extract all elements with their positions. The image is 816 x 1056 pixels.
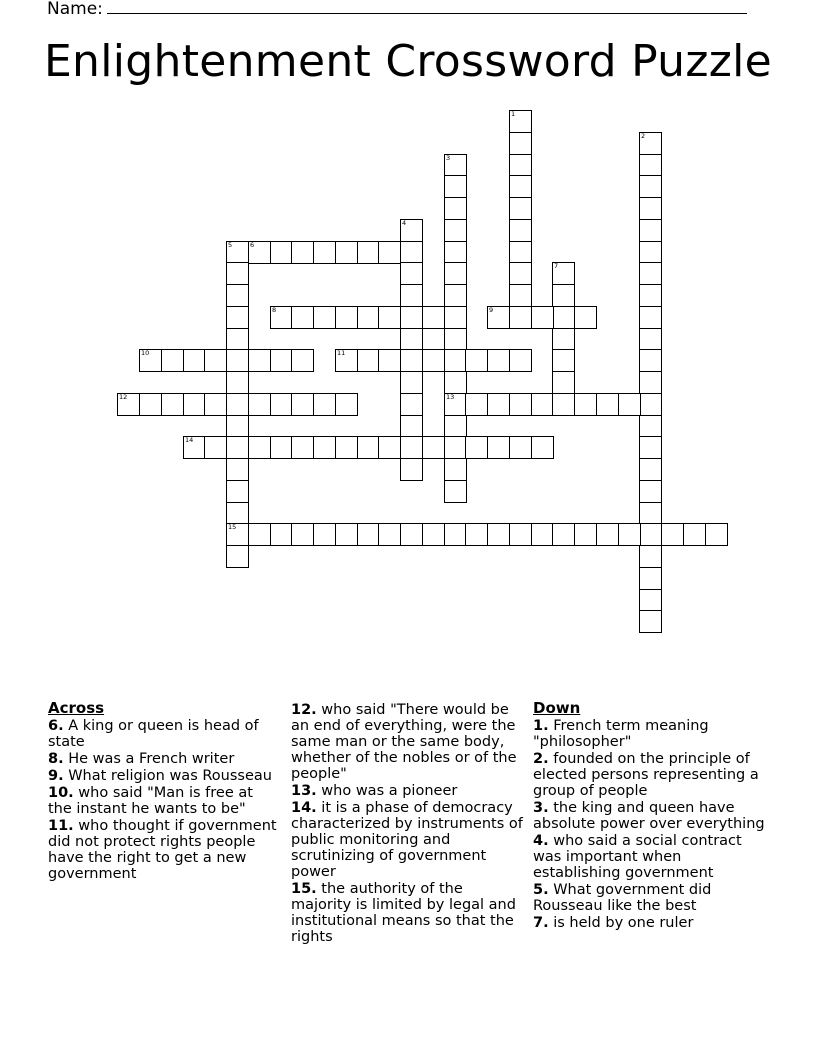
clue-number: 10 <box>141 349 150 357</box>
grid-cell[interactable] <box>639 262 662 285</box>
down-clue <box>533 882 773 914</box>
grid-cell[interactable] <box>400 349 423 372</box>
grid-cell[interactable] <box>400 328 423 351</box>
clue-number: 12. <box>291 702 317 718</box>
grid-cell[interactable] <box>444 458 467 481</box>
grid-cell[interactable] <box>465 393 488 416</box>
clue-text: A king or queen is head of state <box>48 718 259 750</box>
grid-cell[interactable] <box>639 458 662 481</box>
grid-cell[interactable] <box>509 262 532 285</box>
grid-cell[interactable] <box>378 241 401 264</box>
grid-cell[interactable] <box>444 175 467 198</box>
grid-cell[interactable] <box>270 523 293 546</box>
grid-cell[interactable] <box>465 349 488 372</box>
grid-cell[interactable] <box>378 349 401 372</box>
grid-cell[interactable] <box>444 306 467 329</box>
grid-cell[interactable] <box>509 175 532 198</box>
grid-cell[interactable] <box>335 306 358 329</box>
grid-cell[interactable] <box>226 523 249 546</box>
grid-cell[interactable] <box>509 436 532 459</box>
grid-cell[interactable] <box>422 436 445 459</box>
grid-cell[interactable] <box>509 393 532 416</box>
grid-cell[interactable] <box>531 436 554 459</box>
grid-cell[interactable] <box>400 219 423 242</box>
clue-number: 6 <box>250 241 255 249</box>
grid-cell[interactable] <box>422 349 445 372</box>
grid-cell[interactable] <box>226 545 249 568</box>
grid-cell[interactable] <box>639 393 662 416</box>
grid-cell[interactable] <box>400 393 423 416</box>
clue-number: 1. <box>533 718 549 734</box>
clue-number: 12 <box>119 393 128 401</box>
grid-cell[interactable] <box>509 349 532 372</box>
grid-cell[interactable] <box>139 349 162 372</box>
grid-cell[interactable] <box>335 241 358 264</box>
grid-cell[interactable] <box>444 328 467 351</box>
clue-number: 4 <box>402 219 407 227</box>
grid-cell[interactable] <box>444 197 467 220</box>
grid-cell[interactable] <box>248 523 271 546</box>
across-clue <box>48 818 280 882</box>
grid-cell[interactable] <box>422 523 445 546</box>
grid-cell[interactable] <box>444 393 467 416</box>
clue-text: who said a social contract was important when establishing government <box>533 833 742 881</box>
grid-cell[interactable] <box>552 284 575 307</box>
across-clue <box>48 751 280 767</box>
grid-cell[interactable] <box>400 371 423 394</box>
grid-cell[interactable] <box>248 393 271 416</box>
grid-cell[interactable] <box>226 436 249 459</box>
grid-cell[interactable] <box>357 349 380 372</box>
grid-cell[interactable] <box>226 415 249 438</box>
grid-cell[interactable] <box>226 284 249 307</box>
clue-text: who was a pioneer <box>316 783 458 799</box>
grid-cell[interactable] <box>226 371 249 394</box>
clue-number: 14. <box>291 800 317 816</box>
grid-cell[interactable] <box>509 241 532 264</box>
grid-cell[interactable] <box>487 523 510 546</box>
grid-cell[interactable] <box>161 393 184 416</box>
grid-cell[interactable] <box>639 415 662 438</box>
clue-number: 11 <box>337 349 346 357</box>
grid-cell[interactable] <box>226 241 249 264</box>
clue-text: who said "Man is free at the instant he wants to be" <box>48 785 253 817</box>
grid-cell[interactable] <box>444 219 467 242</box>
grid-cell[interactable] <box>552 523 575 546</box>
grid-cell[interactable] <box>509 197 532 220</box>
clue-text: What religion was Rousseau <box>63 768 272 784</box>
grid-cell[interactable] <box>531 306 554 329</box>
grid-cell[interactable] <box>444 371 467 394</box>
across-clue <box>291 881 527 945</box>
grid-cell[interactable] <box>270 241 293 264</box>
clue-number: 14 <box>185 436 194 444</box>
grid-cell[interactable] <box>357 306 380 329</box>
grid-cell[interactable] <box>444 241 467 264</box>
grid-cell[interactable] <box>639 306 662 329</box>
across-clue <box>48 785 280 817</box>
clue-number: 7. <box>533 915 549 931</box>
grid-cell[interactable] <box>226 328 249 351</box>
clue-text: the authority of the majority is limited by legal and institutional means so that the rights <box>291 881 516 945</box>
grid-cell[interactable] <box>444 523 467 546</box>
grid-cell[interactable] <box>400 436 423 459</box>
grid-cell[interactable] <box>639 154 662 177</box>
grid-cell[interactable] <box>400 241 423 264</box>
across-clue <box>291 783 527 799</box>
grid-cell[interactable] <box>574 306 597 329</box>
grid-cell[interactable] <box>291 241 314 264</box>
grid-cell[interactable] <box>509 284 532 307</box>
clue-number: 5. <box>533 882 549 898</box>
grid-cell[interactable] <box>639 523 662 546</box>
grid-cell[interactable] <box>531 523 554 546</box>
grid-cell[interactable] <box>378 306 401 329</box>
grid-cell[interactable] <box>400 523 423 546</box>
grid-cell[interactable] <box>596 393 619 416</box>
grid-cell[interactable] <box>226 349 249 372</box>
clue-number: 6. <box>48 718 64 734</box>
grid-cell[interactable] <box>444 154 467 177</box>
name-label: Name: <box>47 0 103 19</box>
grid-cell[interactable] <box>639 567 662 590</box>
grid-cell[interactable] <box>313 306 336 329</box>
grid-cell[interactable] <box>639 349 662 372</box>
grid-cell[interactable] <box>422 306 445 329</box>
grid-cell[interactable] <box>161 349 184 372</box>
grid-cell[interactable] <box>204 349 227 372</box>
grid-cell[interactable] <box>487 306 510 329</box>
grid-cell[interactable] <box>313 241 336 264</box>
clue-number: 10. <box>48 785 74 801</box>
clue-number: 9. <box>48 768 64 784</box>
grid-cell[interactable] <box>509 219 532 242</box>
grid-cell[interactable] <box>117 393 140 416</box>
grid-cell[interactable] <box>444 349 467 372</box>
grid-cell[interactable] <box>248 349 271 372</box>
grid-cell[interactable] <box>357 523 380 546</box>
grid-cell[interactable] <box>509 154 532 177</box>
grid-cell[interactable] <box>335 436 358 459</box>
clue-text: the king and queen have absolute power over everything <box>533 800 765 832</box>
grid-cell[interactable] <box>552 371 575 394</box>
grid-cell[interactable] <box>357 436 380 459</box>
grid-cell[interactable] <box>596 523 619 546</box>
grid-cell[interactable] <box>444 436 467 459</box>
grid-cell[interactable] <box>639 219 662 242</box>
grid-cell[interactable] <box>378 436 401 459</box>
clue-number: 13 <box>446 393 455 401</box>
grid-cell[interactable] <box>270 393 293 416</box>
grid-cell[interactable] <box>552 349 575 372</box>
grid-cell[interactable] <box>226 502 249 525</box>
grid-cell[interactable] <box>465 523 488 546</box>
clue-text: who thought if government did not protect rights people have the right to get a new government <box>48 818 277 882</box>
grid-cell[interactable] <box>400 306 423 329</box>
grid-cell[interactable] <box>400 458 423 481</box>
down-clue <box>533 915 773 931</box>
page-title: Enlightenment Crossword Puzzle <box>43 36 773 87</box>
clue-text: is held by one ruler <box>548 915 694 931</box>
across-clue <box>291 800 527 880</box>
grid-cell[interactable] <box>705 523 728 546</box>
grid-cell[interactable] <box>335 523 358 546</box>
grid-cell[interactable] <box>639 502 662 525</box>
grid-cell[interactable] <box>226 458 249 481</box>
grid-cell[interactable] <box>509 306 532 329</box>
grid-cell[interactable] <box>639 175 662 198</box>
grid-cell[interactable] <box>444 262 467 285</box>
clue-number: 15 <box>228 523 237 531</box>
grid-cell[interactable] <box>639 284 662 307</box>
grid-cell[interactable] <box>291 349 314 372</box>
across-clues-col1 <box>48 700 280 883</box>
clue-number: 2. <box>533 751 549 767</box>
grid-cell[interactable] <box>444 415 467 438</box>
grid-cell[interactable] <box>291 436 314 459</box>
grid-cell[interactable] <box>313 523 336 546</box>
across-clue <box>291 702 527 782</box>
grid-cell[interactable] <box>487 393 510 416</box>
across-clue <box>48 768 280 784</box>
grid-cell[interactable] <box>291 393 314 416</box>
grid-cell[interactable] <box>574 393 597 416</box>
clue-text: who said "There would be an end of everything, were the same man or the same body, whether of the nobles or of the people" <box>291 702 517 782</box>
down-clue <box>533 833 773 881</box>
clue-text: He was a French writer <box>63 751 235 767</box>
grid-cell[interactable] <box>509 110 532 133</box>
grid-cell[interactable] <box>183 436 206 459</box>
grid-cell[interactable] <box>531 393 554 416</box>
down-clue <box>533 751 773 799</box>
grid-cell[interactable] <box>248 241 271 264</box>
grid-cell[interactable] <box>291 523 314 546</box>
grid-cell[interactable] <box>639 610 662 633</box>
grid-cell[interactable] <box>270 436 293 459</box>
grid-cell[interactable] <box>618 523 641 546</box>
grid-cell[interactable] <box>574 523 597 546</box>
grid-cell[interactable] <box>639 436 662 459</box>
grid-cell[interactable] <box>248 436 271 459</box>
grid-cell[interactable] <box>683 523 706 546</box>
clue-number: 13. <box>291 783 317 799</box>
clue-text: it is a phase of democracy characterized by instruments of public monitoring and scrutinizing of government power <box>291 800 523 880</box>
clue-number: 15. <box>291 881 317 897</box>
grid-cell[interactable] <box>204 393 227 416</box>
grid-cell[interactable] <box>509 523 532 546</box>
grid-cell[interactable] <box>487 349 510 372</box>
clue-number: 1 <box>511 110 516 118</box>
grid-cell[interactable] <box>465 436 488 459</box>
grid-cell[interactable] <box>552 393 575 416</box>
grid-cell[interactable] <box>139 393 162 416</box>
grid-cell[interactable] <box>618 393 641 416</box>
grid-cell[interactable] <box>335 393 358 416</box>
grid-cell[interactable] <box>357 241 380 264</box>
grid-cell[interactable] <box>183 349 206 372</box>
grid-cell[interactable] <box>226 480 249 503</box>
clue-number: 8 <box>272 306 277 314</box>
grid-cell[interactable] <box>552 328 575 351</box>
clue-number: 11. <box>48 818 74 834</box>
across-clue <box>48 718 280 750</box>
across-clues-col2 <box>291 702 527 946</box>
grid-cell[interactable] <box>639 132 662 155</box>
grid-cell[interactable] <box>444 480 467 503</box>
grid-cell[interactable] <box>661 523 684 546</box>
clue-number: 3. <box>533 800 549 816</box>
grid-cell[interactable] <box>639 241 662 264</box>
clue-text: French term meaning "philosopher" <box>533 718 709 750</box>
grid-cell[interactable] <box>226 393 249 416</box>
down-clues-col <box>533 700 773 932</box>
grid-cell[interactable] <box>400 284 423 307</box>
grid-cell[interactable] <box>291 306 314 329</box>
grid-cell[interactable] <box>183 393 206 416</box>
grid-cell[interactable] <box>204 436 227 459</box>
grid-cell[interactable] <box>639 480 662 503</box>
grid-cell[interactable] <box>313 393 336 416</box>
grid-cell[interactable] <box>639 197 662 220</box>
down-clue <box>533 718 773 750</box>
grid-cell[interactable] <box>378 523 401 546</box>
grid-cell[interactable] <box>400 262 423 285</box>
grid-cell[interactable] <box>444 284 467 307</box>
clue-number: 9 <box>489 306 494 314</box>
clue-number: 8. <box>48 751 64 767</box>
down-heading: Down <box>533 699 581 717</box>
grid-cell[interactable] <box>487 436 510 459</box>
clue-number: 3 <box>446 154 451 162</box>
grid-cell[interactable] <box>639 328 662 351</box>
grid-cell[interactable] <box>270 306 293 329</box>
clue-number: 2 <box>641 132 646 140</box>
grid-cell[interactable] <box>270 349 293 372</box>
grid-cell[interactable] <box>509 132 532 155</box>
grid-cell[interactable] <box>335 349 358 372</box>
grid-cell[interactable] <box>400 415 423 438</box>
clue-number: 7 <box>554 262 559 270</box>
grid-cell[interactable] <box>552 306 575 329</box>
grid-cell[interactable] <box>226 306 249 329</box>
clue-text: founded on the principle of elected persons representing a group of people <box>533 751 759 799</box>
grid-cell[interactable] <box>639 545 662 568</box>
grid-cell[interactable] <box>226 262 249 285</box>
clue-number: 5 <box>228 241 233 249</box>
grid-cell[interactable] <box>639 371 662 394</box>
clue-number: 4. <box>533 833 549 849</box>
grid-cell[interactable] <box>552 262 575 285</box>
across-heading: Across <box>48 699 105 717</box>
down-clue <box>533 800 773 832</box>
grid-cell[interactable] <box>639 589 662 612</box>
grid-cell[interactable] <box>313 436 336 459</box>
clue-text: What government did Rousseau like the best <box>533 882 712 914</box>
